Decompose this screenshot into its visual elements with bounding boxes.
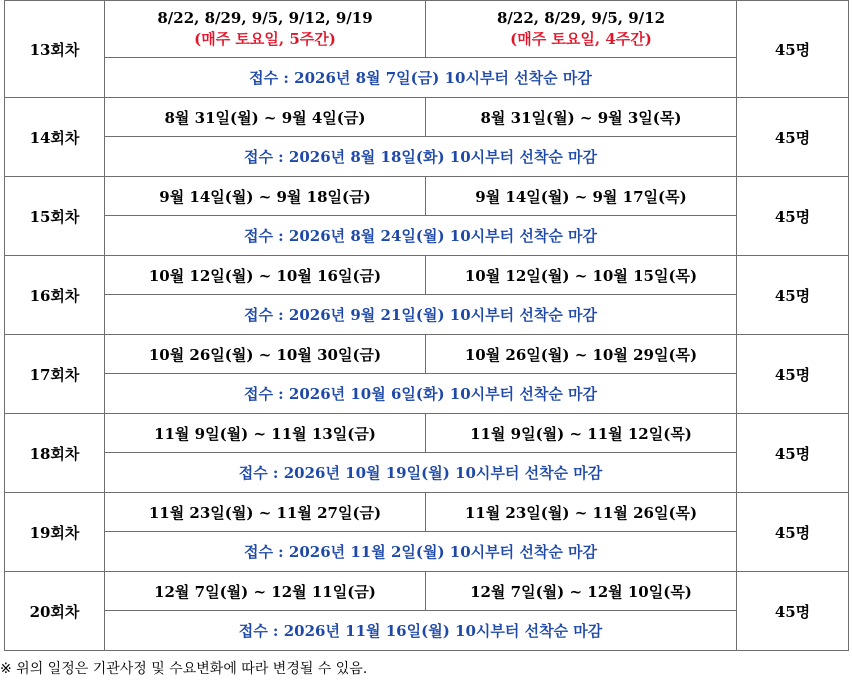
- table-row: [5, 493, 849, 532]
- registration-info: 접수 : 2026년 9월 21일(월) 10시부터 선착순 마감: [105, 295, 737, 335]
- table-row: [5, 98, 849, 137]
- schedule-footnote: ※ 위의 일정은 기관사정 및 수요변화에 따라 변경될 수 있음.: [0, 661, 368, 677]
- registration-info: 접수 : 2026년 8월 7일(금) 10시부터 선착순 마감: [105, 58, 737, 98]
- table-row: [5, 1, 849, 58]
- capacity-cell: 45명: [737, 335, 849, 414]
- table-row: [5, 137, 849, 177]
- registration-info: 접수 : 2026년 11월 16일(월) 10시부터 선착순 마감: [105, 611, 737, 651]
- date-cell-a: 11월 23일(월) ~ 11월 27일(금): [105, 493, 426, 532]
- date-cell-a: 12월 7일(월) ~ 12월 11일(금): [105, 572, 426, 611]
- registration-info: 접수 : 2026년 8월 18일(화) 10시부터 선착순 마감: [105, 137, 737, 177]
- table-row: [5, 335, 849, 374]
- capacity-cell: 45명: [737, 1, 849, 98]
- date-cell-b: 9월 14일(월) ~ 9월 17일(목): [426, 177, 737, 216]
- date-cell-a: 10월 26일(월) ~ 10월 30일(금): [105, 335, 426, 374]
- date-note: (매주 토요일, 5주간): [194, 30, 336, 48]
- date-cell-b: [426, 1, 737, 58]
- table-row: [5, 216, 849, 256]
- session-label: 13회차: [5, 1, 105, 98]
- capacity-cell: 45명: [737, 493, 849, 572]
- date-cell-b: 10월 26일(월) ~ 10월 29일(목): [426, 335, 737, 374]
- registration-info: 접수 : 2026년 10월 6일(화) 10시부터 선착순 마감: [105, 374, 737, 414]
- registration-info: 접수 : 2026년 10월 19일(월) 10시부터 선착순 마감: [105, 453, 737, 493]
- capacity-cell: 45명: [737, 572, 849, 651]
- date-text: 8/22, 8/29, 9/5, 9/12: [496, 9, 666, 27]
- capacity-cell: 45명: [737, 177, 849, 256]
- capacity-cell: 45명: [737, 98, 849, 177]
- table-row: [5, 295, 849, 335]
- registration-info: 접수 : 2026년 8월 24일(월) 10시부터 선착순 마감: [105, 216, 737, 256]
- session-label: 16회차: [5, 256, 105, 335]
- session-label: 15회차: [5, 177, 105, 256]
- date-cell-b: 12월 7일(월) ~ 12월 10일(목): [426, 572, 737, 611]
- table-row: [5, 414, 849, 453]
- date-cell-b: 10월 12일(월) ~ 10월 15일(목): [426, 256, 737, 295]
- date-cell-a: 10월 12일(월) ~ 10월 16일(금): [105, 256, 426, 295]
- table-row: [5, 611, 849, 651]
- date-cell-a: 9월 14일(월) ~ 9월 18일(금): [105, 177, 426, 216]
- table-row: [5, 374, 849, 414]
- table-row: [5, 572, 849, 611]
- table-row: [5, 58, 849, 98]
- date-cell-b: 11월 23일(월) ~ 11월 26일(목): [426, 493, 737, 532]
- schedule-table: [4, 0, 849, 651]
- date-cell-a: 8월 31일(월) ~ 9월 4일(금): [105, 98, 426, 137]
- session-label: 14회차: [5, 98, 105, 177]
- date-note: (매주 토요일, 4주간): [510, 30, 652, 48]
- date-text: 8/22, 8/29, 9/5, 9/12, 9/19: [157, 9, 373, 27]
- date-cell-b: 8월 31일(월) ~ 9월 3일(목): [426, 98, 737, 137]
- date-cell-a: [105, 1, 426, 58]
- capacity-cell: 45명: [737, 414, 849, 493]
- date-cell-b: 11월 9일(월) ~ 11월 12일(목): [426, 414, 737, 453]
- session-label: 18회차: [5, 414, 105, 493]
- table-row: [5, 177, 849, 216]
- table-row: [5, 532, 849, 572]
- date-cell-a: 11월 9일(월) ~ 11월 13일(금): [105, 414, 426, 453]
- session-label: 19회차: [5, 493, 105, 572]
- table-row: [5, 453, 849, 493]
- table-row: [5, 256, 849, 295]
- registration-info: 접수 : 2026년 11월 2일(월) 10시부터 선착순 마감: [105, 532, 737, 572]
- session-label: 20회차: [5, 572, 105, 651]
- capacity-cell: 45명: [737, 256, 849, 335]
- session-label: 17회차: [5, 335, 105, 414]
